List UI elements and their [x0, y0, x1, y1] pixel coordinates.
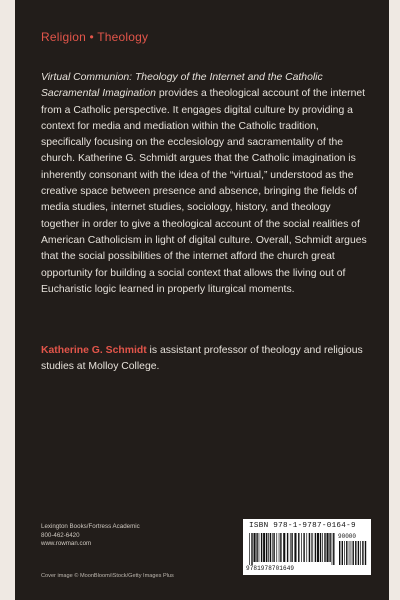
barcode-bar [329, 533, 330, 562]
barcode-bar [251, 533, 252, 565]
barcode-bar [311, 533, 312, 562]
author-name: Katherine G. Schmidt [41, 345, 147, 356]
barcode-bar [259, 533, 260, 562]
back-cover [15, 0, 389, 600]
barcode-bar [249, 533, 250, 565]
barcode-bar [270, 533, 271, 562]
barcode-bar [298, 533, 299, 562]
category-label: Religion • Theology [41, 30, 149, 44]
publisher-phone: 800-462-6420 [41, 531, 80, 539]
barcode-bar [303, 533, 304, 562]
isbn-number: ISBN 978-1-9787-0164-9 [249, 522, 356, 530]
barcode-bar [332, 533, 333, 565]
addon-bar [339, 541, 340, 565]
addon-bar [351, 541, 352, 565]
barcode-bar [294, 533, 296, 562]
barcode-bar [279, 533, 280, 562]
barcode-bar [322, 533, 323, 562]
addon-bar [358, 541, 359, 565]
author-bio [41, 343, 371, 376]
barcode-bar [256, 533, 257, 562]
cover-image-credit: Cover image © MoonBloom/iStock/Getty Images Plus [41, 573, 174, 579]
barcode-bar [290, 533, 291, 562]
bio-text: is assistant professor of theology and religious studies at Molloy College. [41, 345, 363, 373]
barcode-bar [320, 533, 321, 562]
barcode-bar [309, 533, 310, 562]
barcode-bar [317, 533, 319, 562]
addon-bar [353, 541, 354, 565]
book-description [41, 70, 371, 298]
barcode-bar [261, 533, 262, 562]
addon-bar [365, 541, 366, 565]
publisher-name: Lexington Books/Fortress Academic [41, 523, 140, 530]
barcode-bar [276, 533, 277, 562]
barcode-bar [280, 533, 281, 562]
addon-bar [349, 541, 350, 565]
barcode-bar [266, 533, 267, 562]
barcode-bar [263, 533, 265, 562]
barcode-bar [306, 533, 307, 562]
addon-bar [342, 541, 343, 565]
barcode-bar [268, 533, 269, 562]
barcode-bar [301, 533, 302, 562]
addon-bar [355, 541, 356, 565]
barcode-bar [254, 533, 256, 562]
barcode-bar [327, 533, 329, 562]
barcode-bar [283, 533, 285, 562]
addon-bar [344, 541, 345, 565]
publisher-website: www.rowman.com [41, 540, 92, 547]
addon-bar [362, 541, 363, 565]
barcode [243, 519, 371, 575]
addon-digits: 90000 [338, 533, 357, 540]
barcode-bar [272, 533, 273, 562]
ean-digits: 9781978701649 [246, 565, 295, 572]
barcode-bar [324, 533, 325, 562]
description-text: provides a theological account of the internet from a Catholic perspective. It engages digital culture by providing a context for media and mediation within the Catholic tradition, specifically focusing on the ecclesiology and sacramentality of the church. Katherine G. Schmidt argues that the Catholic imagination is inherently consonant with the idea of the “virtual,” understood as the creative space between presence and absence, bringing the fields of media studies, internet studies, sociology, history, and theology together in order to give a theological account of the social realities of American Catholicism in light of digital culture. Overall, Schmidt argues that the social possibilities of the internet afford the church great opportunity for building a social context that allows the living out of Eucharistic logic learned in properly liturgical moments. [41, 88, 367, 295]
barcode-bar [291, 533, 292, 562]
publisher-info [41, 523, 140, 549]
addon-bar [346, 541, 347, 565]
barcode-bar [333, 533, 334, 565]
addon-bar [360, 541, 361, 565]
book-title: Virtual Communion: Theology of the Internet and the Catholic Sacramental Imagination [41, 72, 323, 100]
barcode-bar [273, 533, 274, 562]
barcode-bar [315, 533, 316, 562]
barcode-bar [312, 533, 313, 562]
barcode-bar [287, 533, 288, 562]
